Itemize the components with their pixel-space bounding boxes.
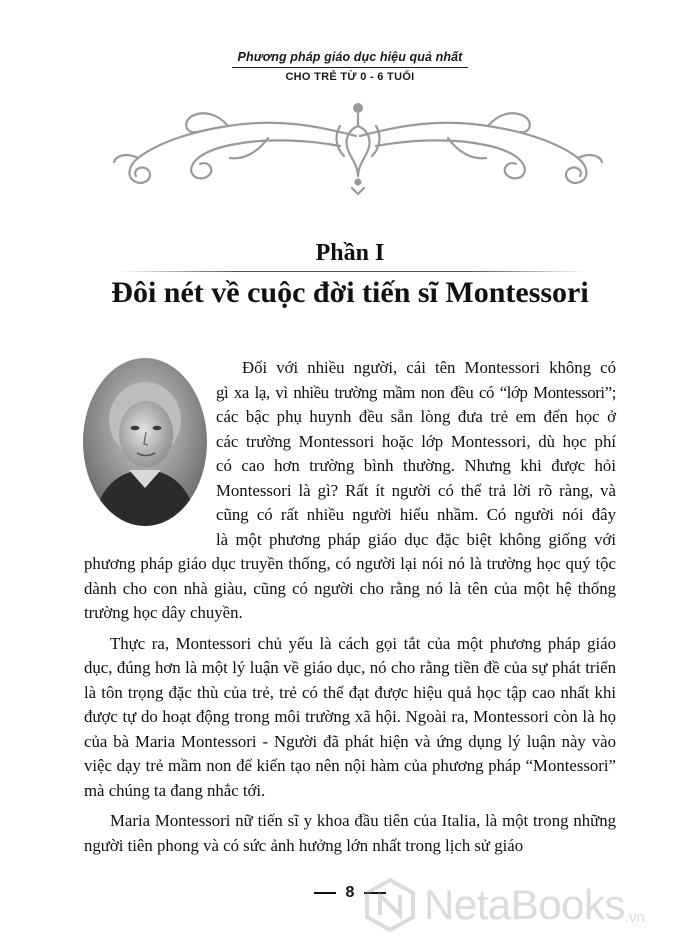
text-line: có cao hơn trường bình thường. Nhưng khi được hỏi [216,456,616,475]
decorative-ornament [108,96,608,196]
book-title: Phương pháp giáo dục hiệu quả nhất [237,50,463,64]
paragraph-3: Maria Montessori nữ tiến sĩ y khoa đầu tiên của Italia, là một trong những người tiên phong và có sức ảnh hưởng lớn nhất trong lịch sử giáo [84,811,616,855]
heading-rule [118,271,588,272]
paragraph-1-continued: phương pháp giáo dục truyền thống, có người lại nói nó là trường học quý tộc dành cho con nhà giàu, cũng có người cho rằng nó là tên của một hệ thống trường học dây chuyền. [84,554,616,622]
text-line: các trường Montessori hoặc lớp Montessori, dù học phí [216,431,616,451]
text-line: các bậc phụ huynh đều sẵn lòng đưa trẻ em đến học ở [216,407,616,426]
chapter-title: Đôi nét về cuộc đời tiến sĩ Montessori [111,276,589,309]
book-subtitle: CHO TRẺ TỪ 0 - 6 TUỔI [285,71,415,83]
paragraph-2: Thực ra, Montessori chủ yếu là cách gọi tắt của một phương pháp giáo dục, đúng hơn là một lý luận về giáo dục, nó cho rằng tiền đề của sự phát triển là tôn trọng đặc thù của trẻ, trẻ có thể đạt được hiệu quả học tập cao nhất khi được tự do hoạt động trong môi trường xã hội. Ngoài ra, Montessori còn là họ của bà Maria Montessori - Người đã phát hiện và ứng dụng lý luận này vào việc dạy trẻ mầm non để kiến tạo nên nội hàm của phương pháp “Montessori” mà chúng ta đang nhắc tới. [84,633,616,800]
text-line: cũng có rất nhiều người hiểu nhầm. Có người nói đây [216,505,616,524]
text-line: gì xa lạ, vì nhiều trường mầm non đều có “lớp Montessori”; [216,382,616,402]
page-number-value: 8 [345,884,355,901]
netabooks-watermark [362,870,692,940]
folio-dash-left [314,892,336,894]
watermark-suffix: .vn [624,909,645,926]
maria-montessori-portrait [83,358,207,526]
part-label: Phần I [315,240,385,266]
paragraph-1-wrapped [216,356,616,552]
text-line: Montessori là gì? Rất ít người có thể trả lời rõ ràng, và [216,480,616,500]
netabooks-logo-icon [362,877,418,933]
text-line: Đối với nhiều người, cái tên Montessori không có [242,358,616,377]
text-line: là một phương pháp giáo dục đặc biệt không giống với [216,529,616,549]
header-rule [232,67,468,68]
running-header [0,50,700,83]
watermark-brand: NetaBooks [424,881,625,928]
body-text [84,552,616,858]
